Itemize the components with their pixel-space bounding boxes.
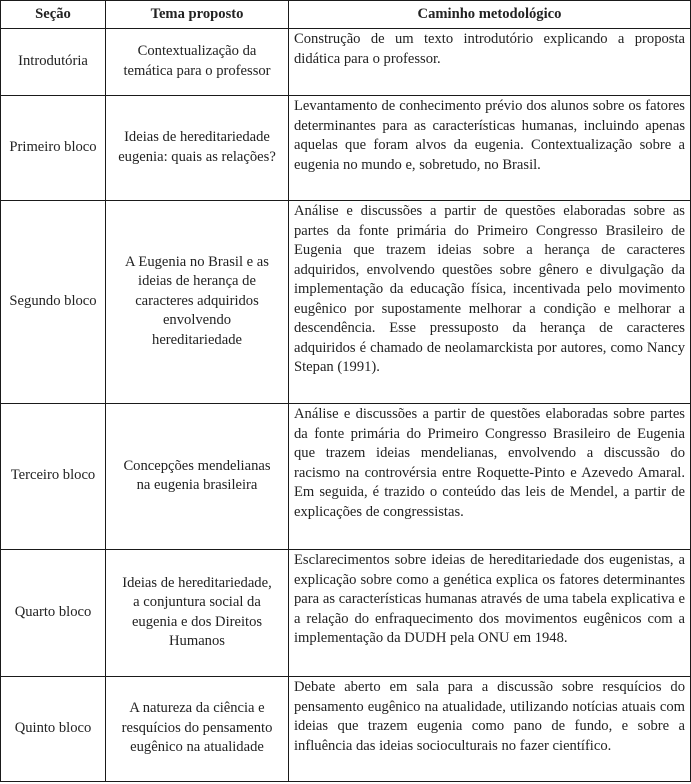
caminho-cell: Análise e discussões a partir de questões elaboradas sobre partes da fonte primária do Primeiro Congresso Brasileiro de Eugenia que trazem ideias mendelianas, envolvendo a discussão do racismo na controvérsia entre Roquette-Pinto e Azevedo Amaral. Em seguida, é trazido o conteúdo das leis de Mendel, a partir de explicações de congressistas. <box>289 404 691 550</box>
table-row <box>1 677 691 782</box>
caminho-cell: Debate aberto em sala para a discussão sobre resquícios do pensamento eugênico na atualidade, utilizando notícias atuais com ideias que trazem eugenia como pano de fundo, e sobre a influência das ideias socioculturais no fazer científico. <box>289 677 691 782</box>
caminho-cell: Levantamento de conhecimento prévio dos alunos sobre os fatores determinantes para as características humanas, incluindo apenas aquelas que foram alvos da eugenia. Contextualização sobre a eugenia no mundo e, sobretudo, no Brasil. <box>289 96 691 201</box>
tema-cell: Concepções mendelianas na eugenia brasileira <box>106 404 289 550</box>
tema-cell: Contextualização da temática para o professor <box>106 29 289 96</box>
table-row <box>1 550 691 677</box>
caminho-cell: Análise e discussões a partir de questões elaboradas sobre as partes da fonte primária do Primeiro Congresso Brasileiro de Eugenia que trazem ideias sobre a herança de caracteres adquiridos, envolvendo questões sobre gênero e divulgação da implementação da educação física, incentivada pelo movimento eugênico por supostamente melhorar a condição e melhorar a descendência. Esse pressuposto da herança de caracteres adquiridos é chamado de neolamarckista por autores, como Nancy Stepan (1991). <box>289 201 691 404</box>
caminho-cell: Construção de um texto introdutório explicando a proposta didática para o professor. <box>289 29 691 96</box>
tema-cell: Ideias de hereditariedade, a conjuntura social da eugenia e dos Direitos Humanos <box>106 550 289 677</box>
tema-cell: Ideias de hereditariedade eugenia: quais as relações? <box>106 96 289 201</box>
secao-cell: Terceiro bloco <box>1 404 106 550</box>
secao-cell: Segundo bloco <box>1 201 106 404</box>
header-row <box>1 1 691 29</box>
secao-cell: Quarto bloco <box>1 550 106 677</box>
caminho-cell: Esclarecimentos sobre ideias de hereditariedade dos eugenistas, a explicação sobre como a genética explica os fatores determinantes para as características humanas através de uma tabela explicativa e a relação do enfraquecimento dos movimentos eugênicos com a implementação da DUDH pela ONU em 1948. <box>289 550 691 677</box>
tema-cell: A natureza da ciência e resquícios do pensamento eugênico na atualidade <box>106 677 289 782</box>
table-row <box>1 404 691 550</box>
table-row <box>1 96 691 201</box>
header-secao: Seção <box>1 1 106 29</box>
header-caminho: Caminho metodológico <box>289 1 691 29</box>
tema-cell: A Eugenia no Brasil e as ideias de herança de caracteres adquiridos envolvendo hereditariedade <box>106 201 289 404</box>
table-row <box>1 29 691 96</box>
secao-cell: Primeiro bloco <box>1 96 106 201</box>
header-tema: Tema proposto <box>106 1 289 29</box>
secao-cell: Quinto bloco <box>1 677 106 782</box>
secao-cell: Introdutória <box>1 29 106 96</box>
table-row <box>1 201 691 404</box>
